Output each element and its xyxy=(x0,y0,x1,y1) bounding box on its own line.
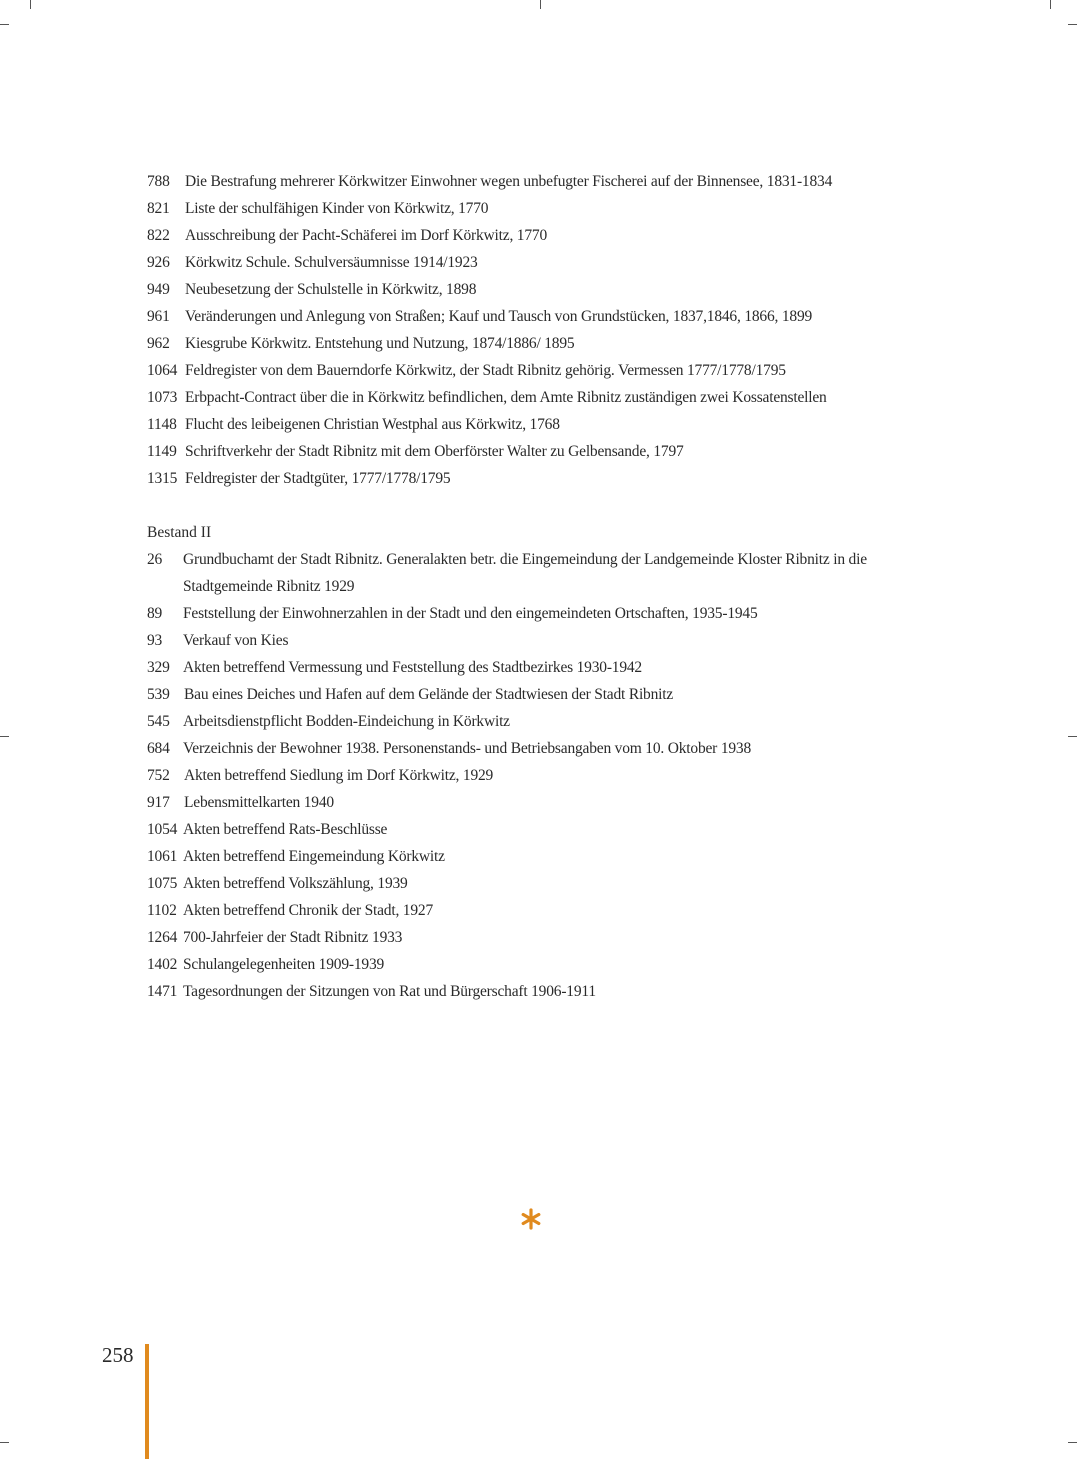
page-number: 258 xyxy=(102,1343,134,1367)
item-text: Akten betreffend Volkszählung, 1939 xyxy=(183,875,408,892)
item-text: Kiesgrube Körkwitz. Entstehung und Nutzung, 1874/1886/ 1895 xyxy=(185,335,575,352)
item-number: 1061 xyxy=(147,848,178,865)
item-number: 1054 xyxy=(147,821,178,838)
list-item xyxy=(147,411,907,438)
list-item xyxy=(147,438,907,465)
list-item xyxy=(147,195,907,222)
item-text: Akten betreffend Eingemeindung Körkwitz xyxy=(183,848,445,865)
list-item xyxy=(147,897,907,924)
item-number: 1264 xyxy=(147,929,178,946)
item-text: Arbeitsdienstpflicht Bodden-Eindeichung in Körkwitz xyxy=(183,713,510,730)
item-number: 329 xyxy=(147,659,170,676)
item-text: Flucht des leibeigenen Christian Westphal aus Körkwitz, 1768 xyxy=(185,416,560,433)
list-item xyxy=(147,222,907,249)
item-number: 1471 xyxy=(147,983,178,1000)
item-number: 1073 xyxy=(147,389,178,406)
list-item xyxy=(147,249,907,276)
list-item xyxy=(147,627,907,654)
list-item xyxy=(147,951,907,978)
item-number: 1075 xyxy=(147,875,178,892)
item-text: Akten betreffend Siedlung im Dorf Körkwitz, 1929 xyxy=(184,767,494,784)
crop-mark xyxy=(0,736,9,737)
item-number: 821 xyxy=(147,200,170,217)
item-text: Liste der schulfähigen Kinder von Körkwitz, 1770 xyxy=(185,200,489,217)
list-item xyxy=(147,843,907,870)
item-text: Akten betreffend Rats-Beschlüsse xyxy=(183,821,388,838)
item-number: 1315 xyxy=(147,470,178,487)
item-number: 26 xyxy=(147,551,163,568)
item-text: Grundbuchamt der Stadt Ribnitz. Generalakten betr. die Eingemeindung der Landgemeinde Kloster Ribnitz in die Stadtgemeinde Ribnitz 1929 xyxy=(183,551,867,595)
item-text: Die Bestrafung mehrerer Körkwitzer Einwohner wegen unbefugter Fischerei auf der Binnensee, 1831-1834 xyxy=(185,173,833,190)
crop-mark xyxy=(1050,0,1051,9)
list-item xyxy=(147,870,907,897)
item-text: Erbpacht-Contract über die in Körkwitz befindlichen, dem Amte Ribnitz zuständigen zwei Kossatenstellen xyxy=(185,389,827,406)
asterisk-ornament-icon xyxy=(520,1208,542,1230)
item-number: 1064 xyxy=(147,362,178,379)
crop-mark xyxy=(1068,24,1077,25)
list-item xyxy=(147,654,907,681)
item-text: Bau eines Deiches und Hafen auf dem Gelände der Stadtwiesen der Stadt Ribnitz xyxy=(184,686,674,703)
item-text: Tagesordnungen der Sitzungen von Rat und Bürgerschaft 1906-1911 xyxy=(183,983,596,1000)
item-number: 1149 xyxy=(147,443,177,460)
item-number: 89 xyxy=(147,605,163,622)
item-number: 1102 xyxy=(147,902,177,919)
crop-mark xyxy=(540,0,541,9)
list-item xyxy=(147,168,907,195)
list-item xyxy=(147,735,907,762)
list-item xyxy=(147,303,907,330)
item-text: Akten betreffend Vermessung und Feststellung des Stadtbezirkes 1930-1942 xyxy=(183,659,642,676)
list-item xyxy=(147,357,907,384)
list-item xyxy=(147,681,907,708)
crop-mark xyxy=(30,0,31,9)
list-item xyxy=(147,276,907,303)
archive-list-2 xyxy=(147,546,907,1005)
item-number: 926 xyxy=(147,254,170,271)
item-number: 545 xyxy=(147,713,170,730)
item-text: Schriftverkehr der Stadt Ribnitz mit dem Oberförster Walter zu Gelbensande, 1797 xyxy=(185,443,684,460)
list-item xyxy=(147,762,907,789)
item-text: Veränderungen und Anlegung von Straßen; Kauf und Tausch von Grundstücken, 1837,1846, 1866, 1899 xyxy=(185,308,813,325)
crop-mark xyxy=(0,24,9,25)
item-number: 917 xyxy=(147,794,170,811)
item-text: Feldregister von dem Bauerndorfe Körkwitz, der Stadt Ribnitz gehörig. Vermessen 1777/1778/1795 xyxy=(185,362,786,379)
item-text: Neubesetzung der Schulstelle in Körkwitz, 1898 xyxy=(185,281,477,298)
list-item xyxy=(147,924,907,951)
crop-mark xyxy=(0,1442,9,1443)
list-item xyxy=(147,546,907,600)
list-item xyxy=(147,384,907,411)
item-text: Feldregister der Stadtgüter, 1777/1778/1795 xyxy=(185,470,451,487)
item-text: Lebensmittelkarten 1940 xyxy=(184,794,334,811)
item-number: 1402 xyxy=(147,956,178,973)
page-accent-rule xyxy=(145,1344,149,1459)
item-number: 962 xyxy=(147,335,170,352)
section-heading: Bestand II xyxy=(147,524,212,541)
item-number: 788 xyxy=(147,173,170,190)
list-item xyxy=(147,978,907,1005)
item-text: Verkauf von Kies xyxy=(183,632,289,649)
list-item xyxy=(147,816,907,843)
item-number: 684 xyxy=(147,740,170,757)
list-item xyxy=(147,600,907,627)
item-text: 700-Jahrfeier der Stadt Ribnitz 1933 xyxy=(183,929,403,946)
item-number: 822 xyxy=(147,227,170,244)
list-item xyxy=(147,330,907,357)
item-text: Feststellung der Einwohnerzahlen in der Stadt und den eingemeindeten Ortschaften, 1935-1945 xyxy=(183,605,758,622)
item-text: Verzeichnis der Bewohner 1938. Personenstands- und Betriebsangaben vom 10. Oktober 1938 xyxy=(183,740,752,757)
list-item xyxy=(147,708,907,735)
item-text: Körkwitz Schule. Schulversäumnisse 1914/1923 xyxy=(185,254,478,271)
list-item xyxy=(147,465,907,492)
item-number: 949 xyxy=(147,281,170,298)
item-text: Akten betreffend Chronik der Stadt, 1927 xyxy=(183,902,433,919)
item-text: Schulangelegenheiten 1909-1939 xyxy=(183,956,385,973)
list-item xyxy=(147,789,907,816)
item-number: 1148 xyxy=(147,416,177,433)
item-number: 961 xyxy=(147,308,170,325)
item-number: 539 xyxy=(147,686,170,703)
item-number: 752 xyxy=(147,767,170,784)
archive-list-1 xyxy=(147,168,907,492)
item-text: Ausschreibung der Pacht-Schäferei im Dorf Körkwitz, 1770 xyxy=(185,227,547,244)
crop-mark xyxy=(1068,1442,1077,1443)
item-number: 93 xyxy=(147,632,163,649)
crop-mark xyxy=(1068,736,1077,737)
